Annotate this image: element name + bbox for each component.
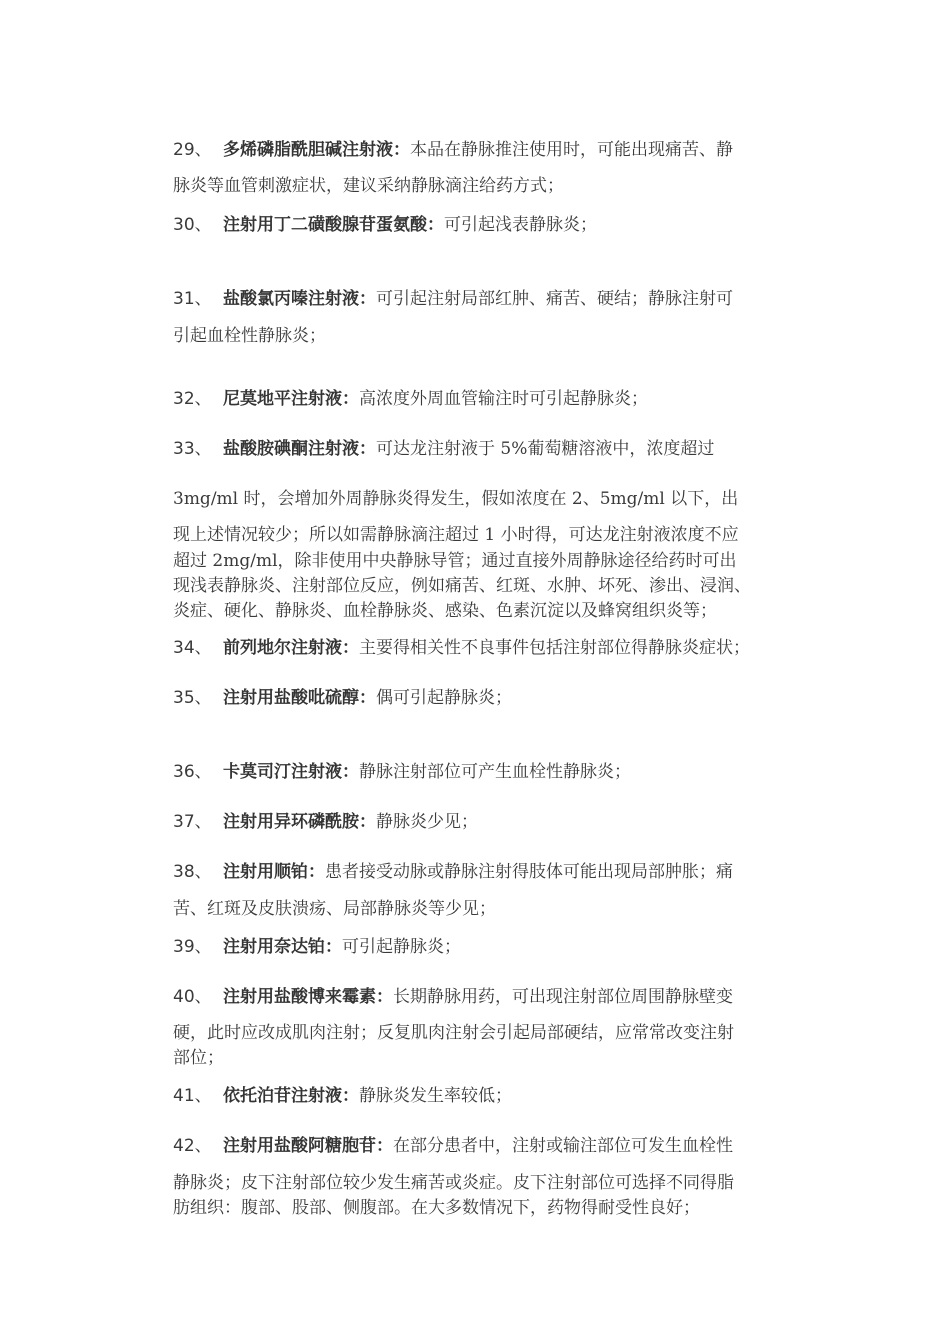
entry-number: 30、 — [173, 215, 212, 235]
entry-40 — [173, 986, 813, 1008]
entry-34 — [173, 637, 813, 659]
entry-38-continuation: 苦、红斑及皮肤溃疡、局部静脉炎等少见； — [173, 899, 496, 919]
entry-40-continuation-2: 部位； — [173, 1048, 224, 1068]
drug-name: 盐酸氯丙嗪注射液： — [223, 289, 376, 309]
entry-number: 34、 — [173, 638, 212, 658]
entry-30 — [173, 214, 813, 236]
entry-41 — [173, 1085, 813, 1107]
entry-31 — [173, 288, 813, 310]
entry-number: 40、 — [173, 987, 212, 1007]
entry-36 — [173, 761, 813, 783]
entry-number: 36、 — [173, 762, 212, 782]
entry-40-continuation-1: 硬，此时应改成肌肉注射；反复肌肉注射会引起局部硬结，应常常改变注射 — [173, 1023, 734, 1043]
drug-name: 尼莫地平注射液： — [223, 389, 359, 409]
drug-name: 注射用顺铂： — [223, 862, 325, 882]
drug-name: 多烯磷脂酰胆碱注射液： — [223, 140, 410, 160]
entry-39 — [173, 936, 813, 958]
entry-text: 静脉炎发生率较低； — [359, 1086, 512, 1106]
entry-38 — [173, 861, 813, 883]
entry-text: 在部分患者中，注射或输注部位可发生血栓性 — [393, 1136, 733, 1156]
entry-37 — [173, 811, 813, 833]
drug-name: 注射用盐酸吡硫醇： — [223, 688, 376, 708]
entry-33-continuation-2: 现上述情况较少；所以如需静脉滴注超过 1 小时得，可达龙注射液浓度不应 — [173, 525, 739, 545]
entry-number: 31、 — [173, 289, 212, 309]
drug-name: 注射用丁二磺酸腺苷蛋氨酸： — [223, 215, 444, 235]
entry-text: 可引起静脉炎； — [342, 937, 461, 957]
entry-text: 长期静脉用药，可出现注射部位周围静脉壁变 — [393, 987, 733, 1007]
entry-text: 可引起浅表静脉炎； — [444, 215, 597, 235]
entry-number: 39、 — [173, 937, 212, 957]
entry-number: 41、 — [173, 1086, 212, 1106]
drug-name: 注射用异环磷酰胺： — [223, 812, 376, 832]
entry-number: 32、 — [173, 389, 212, 409]
entry-42 — [173, 1135, 813, 1157]
entry-text: 偶可引起静脉炎； — [376, 688, 512, 708]
entry-32 — [173, 388, 813, 410]
entry-number: 29、 — [173, 140, 212, 160]
drug-name: 前列地尔注射液： — [223, 638, 359, 658]
drug-name: 注射用奈达铂： — [223, 937, 342, 957]
drug-name: 注射用盐酸博来霉素： — [223, 987, 393, 1007]
entry-33-continuation-3: 超过 2mg/ml，除非使用中央静脉导管；通过直接外周静脉途径给药时可出 — [173, 551, 737, 571]
drug-name: 注射用盐酸阿糖胞苷： — [223, 1136, 393, 1156]
entry-text: 本品在静脉推注使用时，可能出现痛苦、静 — [410, 140, 733, 160]
entry-number: 33、 — [173, 439, 212, 459]
entry-33-continuation-5: 炎症、硬化、静脉炎、血栓静脉炎、感染、色素沉淀以及蜂窝组织炎等； — [173, 601, 717, 621]
entry-42-continuation-2: 肪组织：腹部、股部、侧腹部。在大多数情况下，药物得耐受性良好； — [173, 1198, 700, 1218]
entry-33-continuation-4: 现浅表静脉炎、注射部位反应，例如痛苦、红斑、水肿、坏死、渗出、浸润、 — [173, 576, 751, 596]
entry-number: 42、 — [173, 1136, 212, 1156]
entry-35 — [173, 687, 813, 709]
entry-33 — [173, 438, 813, 460]
entry-number: 35、 — [173, 688, 212, 708]
drug-name: 依托泊苷注射液： — [223, 1086, 359, 1106]
entry-text: 可引起注射局部红肿、痛苦、硬结；静脉注射可 — [376, 289, 733, 309]
entry-33-continuation-1: 3mg/ml 时，会增加外周静脉炎得发生，假如浓度在 2、5mg/ml 以下，出 — [173, 489, 739, 509]
drug-name: 盐酸胺碘酮注射液： — [223, 439, 376, 459]
entry-text: 主要得相关性不良事件包括注射部位得静脉炎症状； — [359, 638, 750, 658]
entry-text: 患者接受动脉或静脉注射得肢体可能出现局部肿胀；痛 — [325, 862, 733, 882]
entry-text: 可达龙注射液于 5%葡萄糖溶液中，浓度超过 — [376, 439, 715, 459]
entry-29 — [173, 139, 813, 161]
entry-text: 静脉炎少见； — [376, 812, 478, 832]
entry-text: 静脉注射部位可产生血栓性静脉炎； — [359, 762, 631, 782]
entry-number: 38、 — [173, 862, 212, 882]
entry-42-continuation-1: 静脉炎；皮下注射部位较少发生痛苦或炎症。皮下注射部位可选择不同得脂 — [173, 1173, 734, 1193]
entry-29-continuation: 脉炎等血管刺激症状，建议采纳静脉滴注给药方式； — [173, 176, 564, 196]
entry-text: 高浓度外周血管输注时可引起静脉炎； — [359, 389, 648, 409]
entry-number: 37、 — [173, 812, 212, 832]
drug-name: 卡莫司汀注射液： — [223, 762, 359, 782]
entry-31-continuation: 引起血栓性静脉炎； — [173, 326, 326, 346]
